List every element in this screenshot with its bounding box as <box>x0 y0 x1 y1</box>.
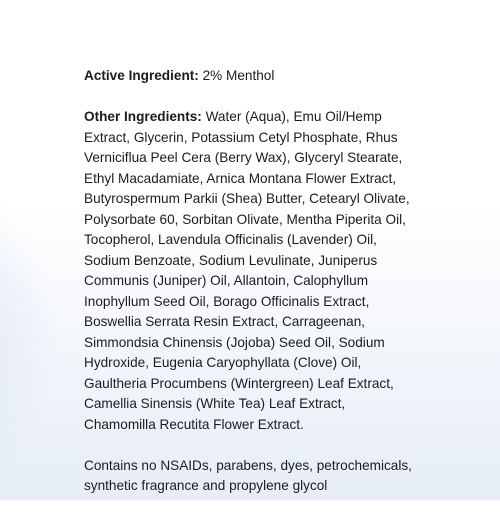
other-ingredients-line: Inophyllum Seed Oil, Borago Officinalis Extract, <box>84 293 370 309</box>
other-ingredients-line: Communis (Juniper) Oil, Allantoin, Calophyllum <box>84 273 369 288</box>
notice-line: synthetic fragrance and propylene glycol <box>84 478 328 493</box>
other-ingredients-line <box>84 107 424 128</box>
exclusions-notice <box>84 456 424 497</box>
active-ingredient-label: Active Ingredient: <box>84 68 199 83</box>
other-ingredients-line: Extract, Glycerin, Potassium Cetyl Phosphate, Rhus <box>84 129 398 145</box>
other-ingredients-line: Polysorbate 60, Sorbitan Olivate, Mentha Piperita Oil, <box>84 211 406 227</box>
notice-line: Contains no NSAIDs, parabens, dyes, petrochemicals, <box>84 457 412 473</box>
other-ingredients <box>84 107 424 435</box>
other-ingredients-line: Camellia Sinensis (White Tea) Leaf Extract, <box>84 396 346 411</box>
other-ingredients-line: Gaultheria Procumbens (Wintergreen) Leaf Extract, <box>84 375 394 391</box>
other-ingredients-line: Tocopherol, Lavendula Officinalis (Lavender) Oil, <box>84 232 377 247</box>
other-ingredients-line: Verniciflua Peel Cera (Berry Wax), Glyceryl Stearate, <box>84 150 403 165</box>
other-ingredients-line: Boswellia Serrata Resin Extract, Carrageenan, <box>84 314 366 329</box>
other-ingredients-line: Ethyl Macadamiate, Arnica Montana Flower Extract, <box>84 170 397 186</box>
active-ingredient <box>84 66 424 87</box>
other-ingredients-line: Hydroxide, Eugenia Caryophyllata (Clove) Oil, <box>84 355 362 370</box>
other-ingredients-line: Sodium Benzoate, Sodium Levulinate, Juniperus <box>84 252 378 268</box>
other-ingredients-label: Other Ingredients: <box>84 109 202 124</box>
other-ingredients-line: Chamomilla Recutita Flower Extract. <box>84 416 304 432</box>
active-ingredient-value: 2% Menthol <box>198 68 275 83</box>
other-ingredients-line: Butyrospermum Parkii (Shea) Butter, Cetearyl Olivate, <box>84 191 410 206</box>
other-ingredients-line: Simmondsia Chinensis (Jojoba) Seed Oil, Sodium <box>84 334 385 350</box>
ingredient-text: Water (Aqua), Emu Oil/Hemp <box>201 109 382 124</box>
background-glow <box>0 180 60 500</box>
ingredients-content <box>84 66 424 517</box>
